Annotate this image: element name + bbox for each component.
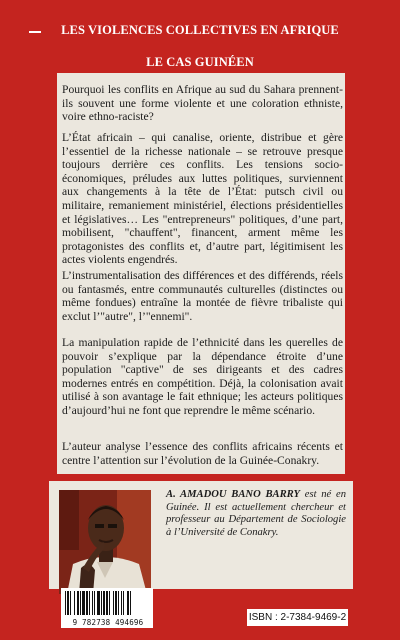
barcode-bar	[65, 591, 66, 615]
barcode-bars	[61, 588, 153, 618]
barcode-bar	[74, 591, 75, 615]
barcode-bar	[113, 591, 114, 615]
barcode-bar	[82, 591, 85, 615]
author-bio	[166, 489, 346, 539]
barcode-bar	[121, 591, 122, 615]
barcode-bar	[89, 591, 90, 615]
barcode-bar	[123, 591, 124, 615]
barcode-bar	[70, 591, 71, 615]
barcode-bar	[67, 591, 69, 615]
barcode-bar	[92, 591, 93, 615]
barcode-digits: 9 782738 494696	[72, 618, 144, 627]
barcode-bar	[130, 591, 131, 615]
barcode-bar	[94, 591, 95, 615]
barcode-bar	[118, 591, 119, 615]
blurb-paragraph-4: La manipulation rapide de l’ethnicité dans les querelles de pouvoir s’explique par la dépendance étroite d’une population "captive" de ses dirigeants et des cadres modernes entrés en compétition. Déjà, la colonisation avait utilisé à son avantage le fait ethnique; les acteurs politiques d’aujourd’hui ne font que reprendre le même scénario.	[62, 336, 343, 417]
author-portrait-image	[59, 490, 151, 594]
barcode-bar	[103, 591, 105, 615]
barcode-bar	[101, 591, 102, 615]
barcode-bar	[109, 591, 110, 615]
barcode-bar	[127, 591, 129, 615]
barcode-bar	[80, 591, 81, 615]
author-bio-text: est né en Guinée. Il est actuellement chercheur et professeur au Département de Sociologie à l’Université de Conakry.	[166, 489, 346, 538]
barcode-bar	[106, 591, 108, 615]
author-photo	[59, 490, 151, 594]
barcode-bar	[77, 591, 79, 615]
barcode-bar	[86, 591, 88, 615]
blurb-paragraph-3: L’instrumentalisation des différences et des différends, réels ou fantasmés, entre communautés culturelles (distinctes ou même fondues) entraîne la montée de fièvre tribaliste qui exclut l’"autre", l’"ennemi".	[62, 269, 343, 323]
blurb-paragraph-1: Pourquoi les conflits en Afrique au sud du Sahara prennent-ils souvent une forme violente et une coloration ethniste, voire ethno-raciste?	[62, 83, 343, 124]
barcode-bar	[115, 591, 117, 615]
blurb-paragraph-5: L’auteur analyse l’essence des conflits africains récents et centre l’attention sur l’évolution de la Guinée-Conakry.	[62, 440, 343, 467]
author-name: A. AMADOU BANO BARRY	[166, 489, 301, 500]
barcode-bar	[97, 591, 100, 615]
blurb-paragraph-2: L’État africain – qui canalise, oriente, distribue et gère l’essentiel de la richesse nationale – se retrouve presque toujours derrière ces conflits. Les tensions socio-économiques, préludes aux luttes politiques, surviennent aux changements à la tête de l’État: putsch civil ou militaire, remaniement ministériel, élections présidentielles et législatives… Les "entrepreneurs" politiques, d’une part, mobilisent, "chauffent", financent, arment même les protagonistes des conflits et, d’autre part, légitimisent les actes violents engendrés.	[62, 131, 343, 267]
isbn-label: ISBN : 2-7384-9469-2	[247, 609, 348, 626]
book-title: LES VIOLENCES COLLECTIVES EN AFRIQUE	[61, 23, 339, 37]
book-subtitle: LE CAS GUINÉEN	[146, 55, 254, 69]
